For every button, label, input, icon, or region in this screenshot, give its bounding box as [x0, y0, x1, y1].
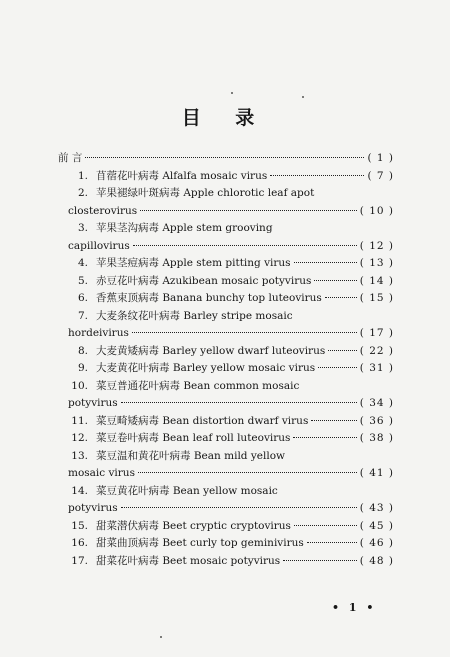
toc-entry-text: 苹果茎沟病毒 Apple stem grooving — [96, 222, 273, 234]
toc-entry-line — [50, 361, 394, 375]
toc-entry-line — [50, 169, 394, 183]
page-title: 目 录 — [181, 107, 269, 129]
toc-entry-line — [68, 204, 394, 218]
dot-leader — [121, 507, 357, 508]
dot-leader — [325, 297, 357, 298]
toc-entry-number: 10. — [71, 379, 88, 392]
toc-page-reference: ( 34 ) — [359, 397, 394, 409]
toc-page-reference: ( 14 ) — [359, 274, 394, 287]
dot-leader — [294, 525, 357, 526]
toc-entry-number: 13. — [71, 449, 88, 462]
toc-entry-line — [50, 256, 394, 270]
toc-entry-line — [58, 151, 394, 165]
toc-page-reference: ( 36 ) — [359, 414, 394, 427]
dot-leader — [283, 560, 357, 561]
toc-entry-text: 苹果茎痘病毒 Apple stem pitting virus — [96, 257, 291, 269]
toc-entry-number: 8. — [77, 344, 88, 357]
toc-entry-line — [50, 221, 394, 235]
toc-entry-text: 香蕉束顶病毒 Banana bunchy top luteovirus — [96, 292, 322, 304]
toc-entry-number: 7. — [77, 309, 88, 322]
toc-page-reference: ( 15 ) — [359, 292, 394, 304]
toc-page-reference: ( 43 ) — [359, 502, 394, 514]
toc-entry-text: closterovirus — [68, 204, 138, 217]
toc-entry-text: 菜豆黄花叶病毒 Bean yellow mosaic — [96, 484, 278, 497]
toc-page-reference: ( 7 ) — [367, 169, 394, 182]
toc-entry-line — [50, 449, 394, 463]
toc-entry-text: 菜豆畸矮病毒 Bean distortion dwarf virus — [96, 414, 309, 427]
dot-leader — [121, 402, 357, 403]
scan-speck — [302, 96, 304, 98]
toc-entry-number: 9. — [77, 362, 88, 374]
toc-entry-line — [50, 291, 394, 305]
toc-page-reference: ( 41 ) — [359, 467, 394, 479]
toc-page-reference: ( 46 ) — [359, 537, 394, 549]
toc-entry-text: 大麦黄花叶病毒 Barley yellow mosaic virus — [96, 362, 316, 374]
dot-leader — [293, 437, 356, 438]
toc-entry-number: 1. — [77, 169, 88, 182]
scan-speck — [160, 636, 162, 638]
toc-entry-line — [50, 431, 394, 445]
toc-entry-text: mosaic virus — [68, 467, 135, 479]
toc-page-reference: ( 31 ) — [359, 362, 394, 374]
toc-entry-text: 大麦条纹花叶病毒 Barley stripe mosaic — [96, 309, 293, 322]
dot-leader — [138, 472, 357, 473]
toc-entry-line — [50, 484, 394, 498]
toc-entry-text: 菜豆卷叶病毒 Bean leaf roll luteovirus — [96, 432, 291, 444]
toc-page-reference: ( 48 ) — [359, 554, 394, 567]
dot-leader — [328, 350, 357, 351]
toc-page-reference: ( 10 ) — [359, 204, 394, 217]
toc-entry-number: 3. — [77, 222, 88, 234]
toc-entry-line — [50, 344, 394, 358]
dot-leader — [140, 210, 357, 211]
dot-leader — [307, 542, 357, 543]
toc-entry-text: 甜菜潜伏病毒 Beet cryptic cryptovirus — [96, 519, 291, 532]
toc-entry-text: 苹果褪绿叶斑病毒 Apple chlorotic leaf apot — [96, 187, 315, 199]
toc-page-reference: ( 12 ) — [359, 239, 394, 252]
dot-leader — [270, 175, 364, 176]
toc-entry-text: 赤豆花叶病毒 Azukibean mosaic potyvirus — [96, 274, 312, 287]
dot-leader — [294, 262, 357, 263]
toc-entry-number: 2. — [77, 187, 88, 199]
toc-entry-line — [50, 309, 394, 323]
toc-entry-text: 前 言 — [58, 152, 83, 164]
toc-entry-number: 11. — [71, 414, 88, 427]
toc-page-reference: ( 1 ) — [367, 152, 394, 164]
page-number: • 1 • — [332, 601, 377, 614]
toc-entry-number: 4. — [77, 257, 88, 269]
toc-entry-text: capillovirus — [68, 239, 130, 252]
dot-leader — [318, 367, 357, 368]
toc-entry-number: 15. — [71, 519, 88, 532]
toc-entry-text: potyvirus — [68, 397, 118, 409]
toc-entry-text: 甜菜花叶病毒 Beet mosaic potyvirus — [96, 554, 281, 567]
toc-entry-line — [50, 519, 394, 533]
toc-entry-line — [68, 396, 394, 410]
toc-entry-line — [50, 536, 394, 550]
toc-entry-line — [68, 466, 394, 480]
dot-leader — [132, 332, 357, 333]
toc-page-reference: ( 38 ) — [359, 432, 394, 444]
toc-entry-line — [50, 274, 394, 288]
toc-entry-text: 菜豆温和黄花叶病毒 Bean mild yellow — [96, 449, 286, 462]
toc-entry-line — [50, 554, 394, 568]
toc-page-reference: ( 22 ) — [359, 344, 394, 357]
toc-entry-line — [50, 414, 394, 428]
toc-entry-text: hordeivirus — [68, 327, 129, 339]
toc-entry-text: 大麦黄矮病毒 Barley yellow dwarf luteovirus — [96, 344, 326, 357]
toc-entry-number: 14. — [71, 484, 88, 497]
toc-page-reference: ( 45 ) — [359, 519, 394, 532]
toc-entry-number: 16. — [71, 537, 88, 549]
scan-speck — [231, 92, 233, 94]
dot-leader — [311, 420, 356, 421]
toc-entry-line — [50, 186, 394, 200]
toc-entry-text: potyvirus — [68, 502, 118, 514]
toc-entry-text: 苜蓿花叶病毒 Alfalfa mosaic virus — [96, 169, 268, 182]
toc-page-reference: ( 13 ) — [359, 257, 394, 269]
toc-entry-number: 12. — [71, 432, 88, 444]
toc-entry-line — [50, 379, 394, 393]
toc-entry-text: 甜菜曲顶病毒 Beet curly top geminivirus — [96, 537, 304, 549]
dot-leader — [133, 245, 357, 246]
toc-entry-line — [68, 326, 394, 340]
dot-leader — [314, 280, 356, 281]
toc-entry-number: 5. — [77, 274, 88, 287]
toc-entry-line — [68, 239, 394, 253]
toc-entry-number: 17. — [71, 554, 88, 567]
toc-entry-number: 6. — [77, 292, 88, 304]
toc-entry-text: 菜豆普通花叶病毒 Bean common mosaic — [96, 379, 300, 392]
toc-page-reference: ( 17 ) — [359, 327, 394, 339]
toc-entry-line — [68, 501, 394, 515]
dot-leader — [85, 157, 364, 158]
